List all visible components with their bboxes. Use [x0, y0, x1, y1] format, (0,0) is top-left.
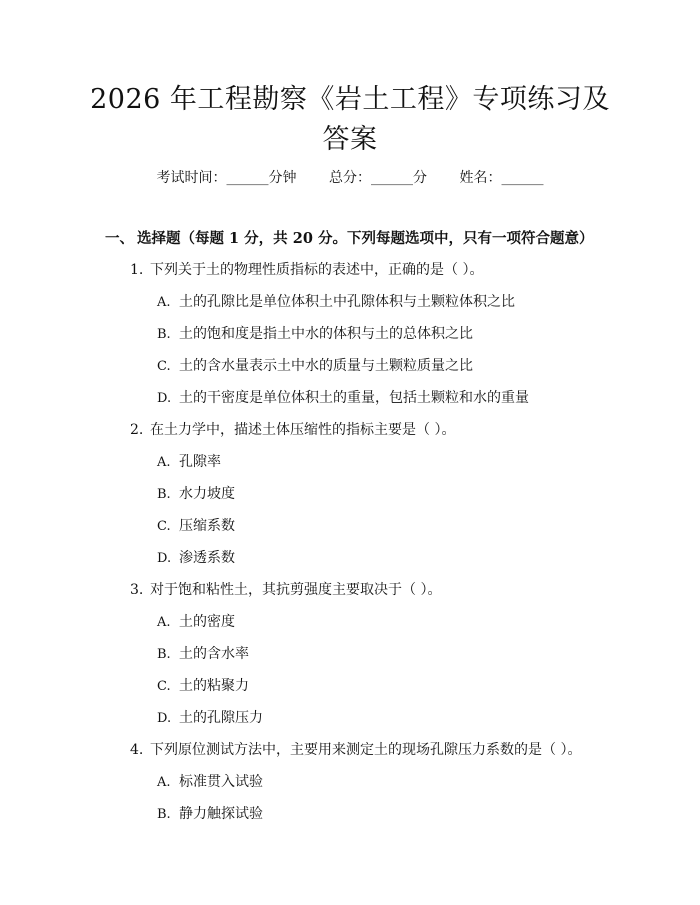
option-letter: D. — [157, 391, 172, 406]
option-letter: B. — [157, 807, 171, 822]
option-text: 孔隙率 — [179, 454, 221, 470]
option-letter: C. — [157, 679, 171, 694]
question-2-option-b — [157, 484, 235, 505]
question-2-option-d — [157, 548, 235, 569]
option-text: 压缩系数 — [179, 518, 235, 534]
option-text: 水力坡度 — [179, 486, 235, 502]
exam-meta — [0, 168, 700, 188]
question-2-option-c — [157, 516, 235, 537]
question-number: 4. — [130, 742, 144, 758]
option-text: 静力触探试验 — [179, 806, 263, 822]
section-heading — [105, 229, 593, 249]
option-letter: A. — [157, 615, 171, 630]
option-text: 土的密度 — [179, 614, 235, 630]
option-text: 土的含水率 — [179, 646, 249, 662]
question-number: 1. — [130, 262, 144, 278]
option-text: 土的含水量表示土中水的质量与土颗粒质量之比 — [179, 358, 473, 374]
option-letter: A. — [157, 775, 171, 790]
question-2-option-a — [157, 452, 221, 473]
option-letter: C. — [157, 519, 171, 534]
option-text: 土的粘聚力 — [179, 678, 249, 694]
question-1-option-c — [157, 356, 473, 377]
question-1-option-b — [157, 324, 473, 345]
option-letter: B. — [157, 487, 171, 502]
option-letter: C. — [157, 359, 171, 374]
document-title: 2026 年工程勘察《岩土工程》专项练习及答案 — [90, 84, 610, 155]
question-4-option-a — [157, 772, 263, 793]
section-number: 一、 — [105, 230, 134, 247]
option-text: 土的干密度是单位体积土的重量，包括土颗粒和水的重量 — [179, 390, 529, 406]
question-2 — [130, 420, 455, 440]
question-3-option-d — [157, 708, 263, 729]
option-text: 土的孔隙压力 — [179, 710, 263, 726]
question-3-option-c — [157, 676, 249, 697]
option-letter: D. — [157, 711, 172, 726]
option-letter: D. — [157, 551, 172, 566]
question-3-option-a — [157, 612, 235, 633]
option-text: 土的孔隙比是单位体积土中孔隙体积与土颗粒体积之比 — [179, 294, 515, 310]
question-3-option-b — [157, 644, 249, 665]
exam-time-field: 考试时间：______分钟 — [156, 170, 297, 186]
question-1-option-d — [157, 388, 529, 409]
option-letter: B. — [157, 647, 171, 662]
option-text: 渗透系数 — [179, 550, 235, 566]
name-field: 姓名：______ — [459, 170, 544, 186]
question-1 — [130, 260, 483, 280]
question-3 — [130, 580, 441, 600]
section-heading-text: 选择题（每题 1 分，共 20 分。下列每题选项中，只有一项符合题意） — [137, 230, 594, 247]
option-letter: A. — [157, 295, 171, 310]
question-text: 在土力学中，描述土体压缩性的指标主要是（ ）。 — [150, 422, 456, 438]
option-letter: B. — [157, 327, 171, 342]
question-4 — [130, 740, 581, 760]
option-text: 土的饱和度是指土中水的体积与土的总体积之比 — [179, 326, 473, 342]
total-score-field: 总分：______分 — [329, 170, 427, 186]
question-number: 2. — [130, 422, 144, 438]
question-text: 下列关于土的物理性质指标的表述中，正确的是（ ）。 — [150, 262, 484, 278]
question-1-option-a — [157, 292, 515, 313]
option-text: 标准贯入试验 — [179, 774, 263, 790]
question-text: 对于饱和粘性土，其抗剪强度主要取决于（ ）。 — [150, 582, 442, 598]
option-letter: A. — [157, 455, 171, 470]
question-number: 3. — [130, 582, 144, 598]
question-4-option-b — [157, 804, 263, 825]
question-text: 下列原位测试方法中，主要用来测定土的现场孔隙压力系数的是（ ）。 — [150, 742, 582, 758]
